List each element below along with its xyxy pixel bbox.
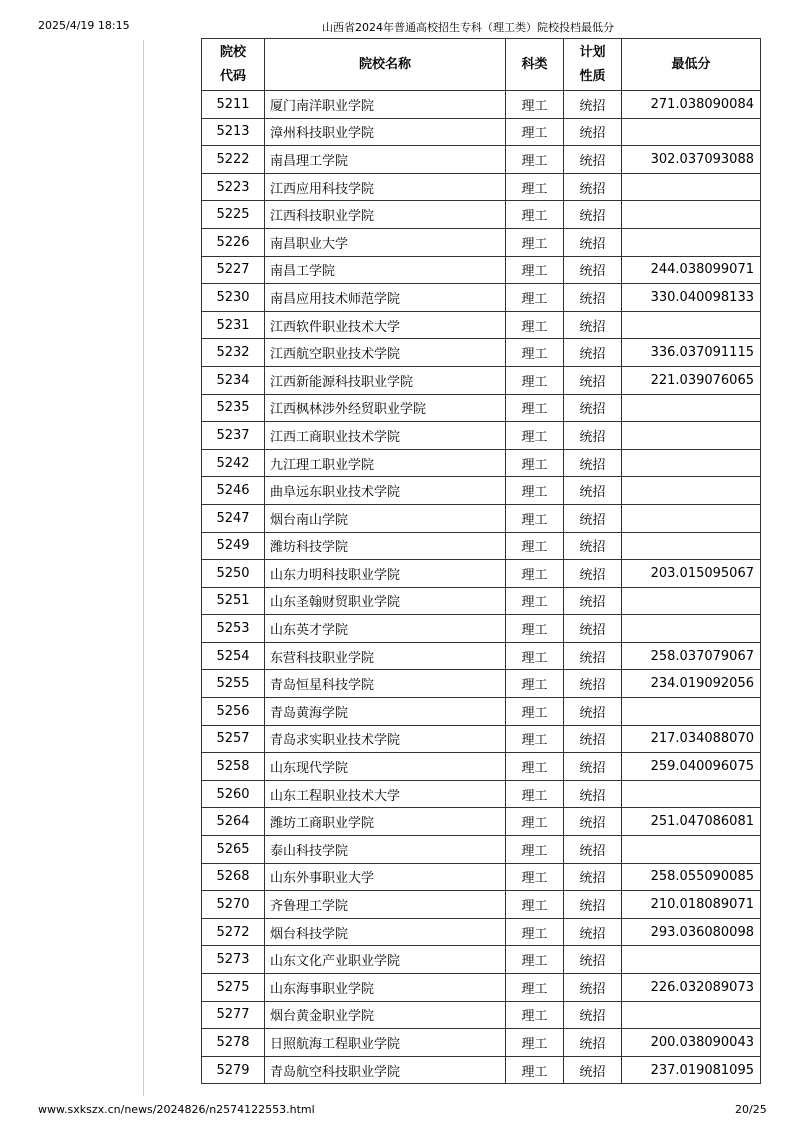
cell-plan-type: 统招: [564, 698, 622, 726]
table-row: [202, 339, 761, 367]
table-row: [202, 201, 761, 229]
print-datetime: 2025/4/19 18:15: [38, 19, 130, 32]
cell-min-score: 203.015095067: [622, 560, 761, 588]
cell-plan-type: 统招: [564, 974, 622, 1002]
cell-plan-type: 统招: [564, 504, 622, 532]
cell-code: 5231: [202, 311, 265, 339]
cell-category: 理工: [506, 1056, 564, 1084]
table-row: [202, 118, 761, 146]
col-header-code-line1: 院校: [219, 44, 246, 60]
cell-category: 理工: [506, 698, 564, 726]
table-row: [202, 394, 761, 422]
cell-code: 5272: [202, 918, 265, 946]
table-row: [202, 780, 761, 808]
table-row: [202, 256, 761, 284]
table-row: [202, 311, 761, 339]
table-body: [202, 91, 761, 1084]
cell-min-score: [622, 201, 761, 229]
page-title: 山西省2024年普通高校招生专科（理工类）院校投档最低分: [322, 21, 614, 34]
cell-plan-type: 统招: [564, 339, 622, 367]
cell-code: 5237: [202, 422, 265, 450]
cell-code: 5234: [202, 366, 265, 394]
cell-plan-type: 统招: [564, 670, 622, 698]
cell-min-score: [622, 118, 761, 146]
cell-plan-type: 统招: [564, 642, 622, 670]
cell-school-name: 江西工商职业技术学院: [265, 422, 506, 450]
cell-code: 5225: [202, 201, 265, 229]
cell-plan-type: 统招: [564, 1056, 622, 1084]
cell-school-name: 烟台南山学院: [265, 504, 506, 532]
table-row: [202, 1001, 761, 1029]
cell-min-score: [622, 477, 761, 505]
cell-school-name: 南昌职业大学: [265, 228, 506, 256]
table-row: [202, 946, 761, 974]
cell-code: 5258: [202, 753, 265, 781]
cell-category: 理工: [506, 560, 564, 588]
cell-category: 理工: [506, 1001, 564, 1029]
cell-code: 5232: [202, 339, 265, 367]
table-row: [202, 422, 761, 450]
cell-school-name: 日照航海工程职业学院: [265, 1029, 506, 1057]
table-row: [202, 918, 761, 946]
cell-plan-type: 统招: [564, 780, 622, 808]
cell-school-name: 江西航空职业技术学院: [265, 339, 506, 367]
cell-category: 理工: [506, 670, 564, 698]
table-row: [202, 91, 761, 119]
cell-min-score: 302.037093088: [622, 146, 761, 174]
cell-plan-type: 统招: [564, 946, 622, 974]
cell-code: 5249: [202, 532, 265, 560]
cell-category: 理工: [506, 725, 564, 753]
table-row: [202, 698, 761, 726]
col-header-plan: [564, 39, 622, 91]
cell-min-score: 259.040096075: [622, 753, 761, 781]
cell-min-score: [622, 1001, 761, 1029]
cell-plan-type: 统招: [564, 532, 622, 560]
cell-category: 理工: [506, 808, 564, 836]
table-row: [202, 753, 761, 781]
table-row: [202, 836, 761, 864]
table-row: [202, 173, 761, 201]
table-row: [202, 587, 761, 615]
table-row: [202, 477, 761, 505]
cell-min-score: [622, 836, 761, 864]
cell-school-name: 山东工程职业技术大学: [265, 780, 506, 808]
table-row: [202, 974, 761, 1002]
cell-category: 理工: [506, 946, 564, 974]
cell-code: 5265: [202, 836, 265, 864]
cell-code: 5223: [202, 173, 265, 201]
cell-plan-type: 统招: [564, 146, 622, 174]
cell-school-name: 山东圣翰财贸职业学院: [265, 587, 506, 615]
cell-school-name: 山东英才学院: [265, 615, 506, 643]
cell-school-name: 青岛航空科技职业学院: [265, 1056, 506, 1084]
cell-category: 理工: [506, 118, 564, 146]
cell-category: 理工: [506, 228, 564, 256]
cell-category: 理工: [506, 863, 564, 891]
score-table: [201, 38, 761, 1084]
cell-category: 理工: [506, 477, 564, 505]
cell-code: 5279: [202, 1056, 265, 1084]
cell-code: 5230: [202, 284, 265, 312]
cell-plan-type: 统招: [564, 394, 622, 422]
cell-school-name: 江西科技职业学院: [265, 201, 506, 229]
cell-code: 5268: [202, 863, 265, 891]
cell-category: 理工: [506, 532, 564, 560]
table-row: [202, 504, 761, 532]
cell-plan-type: 统招: [564, 891, 622, 919]
cell-plan-type: 统招: [564, 587, 622, 615]
table-row: [202, 560, 761, 588]
cell-plan-type: 统招: [564, 808, 622, 836]
col-header-category: 科类: [506, 39, 564, 91]
cell-min-score: [622, 698, 761, 726]
cell-plan-type: 统招: [564, 477, 622, 505]
cell-category: 理工: [506, 642, 564, 670]
cell-code: 5273: [202, 946, 265, 974]
page-url: www.sxkszx.cn/news/2024826/n2574122553.html: [38, 1103, 315, 1116]
cell-plan-type: 统招: [564, 311, 622, 339]
cell-code: 5255: [202, 670, 265, 698]
cell-school-name: 青岛黄海学院: [265, 698, 506, 726]
cell-plan-type: 统招: [564, 256, 622, 284]
table-row: [202, 725, 761, 753]
cell-code: 5278: [202, 1029, 265, 1057]
table-row: [202, 1056, 761, 1084]
cell-category: 理工: [506, 891, 564, 919]
cell-category: 理工: [506, 780, 564, 808]
cell-min-score: 330.040098133: [622, 284, 761, 312]
cell-category: 理工: [506, 836, 564, 864]
cell-school-name: 泰山科技学院: [265, 836, 506, 864]
cell-category: 理工: [506, 173, 564, 201]
table-row: [202, 146, 761, 174]
table-row: [202, 808, 761, 836]
cell-plan-type: 统招: [564, 91, 622, 119]
cell-school-name: 山东现代学院: [265, 753, 506, 781]
cell-school-name: 南昌理工学院: [265, 146, 506, 174]
table-row: [202, 228, 761, 256]
cell-min-score: 217.034088070: [622, 725, 761, 753]
cell-plan-type: 统招: [564, 863, 622, 891]
cell-code: 5235: [202, 394, 265, 422]
cell-plan-type: 统招: [564, 753, 622, 781]
cell-code: 5254: [202, 642, 265, 670]
cell-plan-type: 统招: [564, 284, 622, 312]
cell-plan-type: 统招: [564, 615, 622, 643]
cell-min-score: 258.055090085: [622, 863, 761, 891]
cell-school-name: 九江理工职业学院: [265, 449, 506, 477]
cell-code: 5256: [202, 698, 265, 726]
cell-school-name: 山东文化产业职业学院: [265, 946, 506, 974]
cell-plan-type: 统招: [564, 422, 622, 450]
cell-code: 5246: [202, 477, 265, 505]
table-row: [202, 670, 761, 698]
cell-school-name: 江西应用科技学院: [265, 173, 506, 201]
cell-category: 理工: [506, 1029, 564, 1057]
cell-min-score: 251.047086081: [622, 808, 761, 836]
table-row: [202, 284, 761, 312]
cell-min-score: [622, 615, 761, 643]
cell-school-name: 曲阜远东职业技术学院: [265, 477, 506, 505]
cell-code: 5227: [202, 256, 265, 284]
cell-category: 理工: [506, 201, 564, 229]
cell-min-score: 293.036080098: [622, 918, 761, 946]
cell-min-score: 226.032089073: [622, 974, 761, 1002]
cell-min-score: 210.018089071: [622, 891, 761, 919]
cell-category: 理工: [506, 366, 564, 394]
cell-code: 5277: [202, 1001, 265, 1029]
cell-category: 理工: [506, 918, 564, 946]
col-header-code: [202, 39, 265, 91]
cell-min-score: [622, 532, 761, 560]
cell-category: 理工: [506, 753, 564, 781]
cell-category: 理工: [506, 311, 564, 339]
cell-min-score: [622, 587, 761, 615]
cell-category: 理工: [506, 587, 564, 615]
cell-min-score: [622, 311, 761, 339]
cell-category: 理工: [506, 256, 564, 284]
cell-school-name: 山东海事职业学院: [265, 974, 506, 1002]
cell-code: 5270: [202, 891, 265, 919]
cell-school-name: 厦门南洋职业学院: [265, 91, 506, 119]
cell-school-name: 江西软件职业技术大学: [265, 311, 506, 339]
cell-min-score: 336.037091115: [622, 339, 761, 367]
cell-min-score: [622, 228, 761, 256]
page-number: 20/25: [735, 1103, 767, 1116]
table-row: [202, 863, 761, 891]
col-header-code-line2: 代码: [219, 68, 246, 84]
cell-school-name: 江西新能源科技职业学院: [265, 366, 506, 394]
cell-plan-type: 统招: [564, 173, 622, 201]
cell-plan-type: 统招: [564, 228, 622, 256]
cell-plan-type: 统招: [564, 1001, 622, 1029]
table-header: [202, 39, 761, 91]
cell-min-score: 200.038090043: [622, 1029, 761, 1057]
cell-code: 5213: [202, 118, 265, 146]
cell-code: 5247: [202, 504, 265, 532]
cell-school-name: 南昌工学院: [265, 256, 506, 284]
col-header-plan-line1: 计划: [579, 44, 606, 60]
cell-school-name: 青岛求实职业技术学院: [265, 725, 506, 753]
cell-code: 5275: [202, 974, 265, 1002]
cell-min-score: 258.037079067: [622, 642, 761, 670]
cell-category: 理工: [506, 284, 564, 312]
cell-plan-type: 统招: [564, 449, 622, 477]
cell-plan-type: 统招: [564, 918, 622, 946]
cell-min-score: [622, 422, 761, 450]
cell-school-name: 山东外事职业大学: [265, 863, 506, 891]
cell-category: 理工: [506, 449, 564, 477]
cell-school-name: 潍坊工商职业学院: [265, 808, 506, 836]
cell-code: 5260: [202, 780, 265, 808]
cell-school-name: 烟台科技学院: [265, 918, 506, 946]
cell-category: 理工: [506, 504, 564, 532]
table-row: [202, 366, 761, 394]
cell-category: 理工: [506, 422, 564, 450]
cell-plan-type: 统招: [564, 366, 622, 394]
cell-min-score: [622, 394, 761, 422]
cell-plan-type: 统招: [564, 1029, 622, 1057]
cell-category: 理工: [506, 974, 564, 1002]
cell-category: 理工: [506, 394, 564, 422]
cell-plan-type: 统招: [564, 836, 622, 864]
table-row: [202, 615, 761, 643]
col-header-plan-line2: 性质: [579, 68, 606, 84]
cell-min-score: 237.019081095: [622, 1056, 761, 1084]
cell-min-score: 271.038090084: [622, 91, 761, 119]
table-row: [202, 449, 761, 477]
cell-school-name: 山东力明科技职业学院: [265, 560, 506, 588]
table-row: [202, 532, 761, 560]
cell-code: 5264: [202, 808, 265, 836]
cell-code: 5253: [202, 615, 265, 643]
cell-min-score: [622, 946, 761, 974]
cell-min-score: [622, 173, 761, 201]
table-row: [202, 891, 761, 919]
cell-category: 理工: [506, 615, 564, 643]
cell-min-score: [622, 449, 761, 477]
cell-school-name: 南昌应用技术师范学院: [265, 284, 506, 312]
table-row: [202, 1029, 761, 1057]
cell-min-score: 244.038099071: [622, 256, 761, 284]
cell-code: 5250: [202, 560, 265, 588]
cell-min-score: [622, 504, 761, 532]
cell-school-name: 东营科技职业学院: [265, 642, 506, 670]
cell-code: 5242: [202, 449, 265, 477]
col-header-min-score: 最低分: [622, 39, 761, 91]
cell-category: 理工: [506, 339, 564, 367]
cell-code: 5226: [202, 228, 265, 256]
cell-school-name: 潍坊科技学院: [265, 532, 506, 560]
cell-code: 5251: [202, 587, 265, 615]
cell-plan-type: 统招: [564, 118, 622, 146]
margin-divider: [143, 40, 144, 1096]
col-header-name: 院校名称: [265, 39, 506, 91]
cell-min-score: [622, 780, 761, 808]
cell-school-name: 青岛恒星科技学院: [265, 670, 506, 698]
table-row: [202, 642, 761, 670]
cell-school-name: 漳州科技职业学院: [265, 118, 506, 146]
cell-category: 理工: [506, 146, 564, 174]
cell-code: 5211: [202, 91, 265, 119]
cell-category: 理工: [506, 91, 564, 119]
cell-code: 5222: [202, 146, 265, 174]
cell-code: 5257: [202, 725, 265, 753]
cell-plan-type: 统招: [564, 201, 622, 229]
cell-school-name: 齐鲁理工学院: [265, 891, 506, 919]
cell-plan-type: 统招: [564, 725, 622, 753]
cell-school-name: 江西枫林涉外经贸职业学院: [265, 394, 506, 422]
cell-plan-type: 统招: [564, 560, 622, 588]
cell-min-score: 234.019092056: [622, 670, 761, 698]
cell-school-name: 烟台黄金职业学院: [265, 1001, 506, 1029]
cell-min-score: 221.039076065: [622, 366, 761, 394]
